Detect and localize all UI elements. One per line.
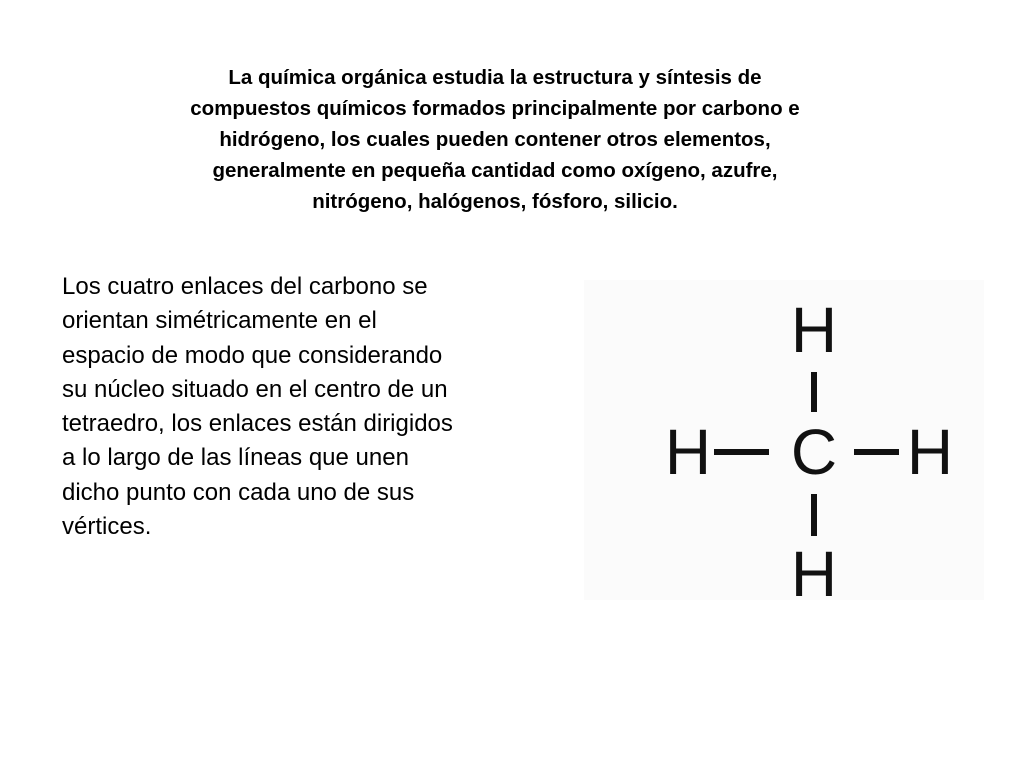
hydrogen-bottom: H [790,538,838,600]
hydrogen-right: H [906,416,954,488]
body-line: a lo largo de las líneas que unen [62,444,409,472]
body-line: vértices. [62,513,152,541]
hydrogen-left: H [664,416,712,488]
slide-title [100,62,890,217]
methane-structural-formula [584,280,984,600]
title-line: hidrógeno, los cuales pueden contener otros elementos, [219,128,771,151]
title-line: compuestos químicos formados principalmente por carbono e [190,97,800,120]
body-line: orientan simétricamente en el [62,307,377,335]
body-line: dicho punto con cada uno de sus [62,478,415,506]
body-line: su núcleo situado en el centro de un [62,375,448,403]
carbon-center: C [790,416,838,488]
body-line: tetraedro, los enlaces están dirigidos [62,410,453,438]
title-line: generalmente en pequeña cantidad como oxígeno, azufre, [212,159,778,182]
title-line: nitrógeno, halógenos, fósforo, silicio. [312,190,678,213]
formula-diagram [584,280,984,600]
title-line: La química orgánica estudia la estructura y síntesis de [228,66,762,89]
body-paragraph [62,270,542,544]
body-line: espacio de modo que considerando [62,341,443,369]
body-line: Los cuatro enlaces del carbono se [62,273,428,300]
hydrogen-top: H [790,294,838,366]
